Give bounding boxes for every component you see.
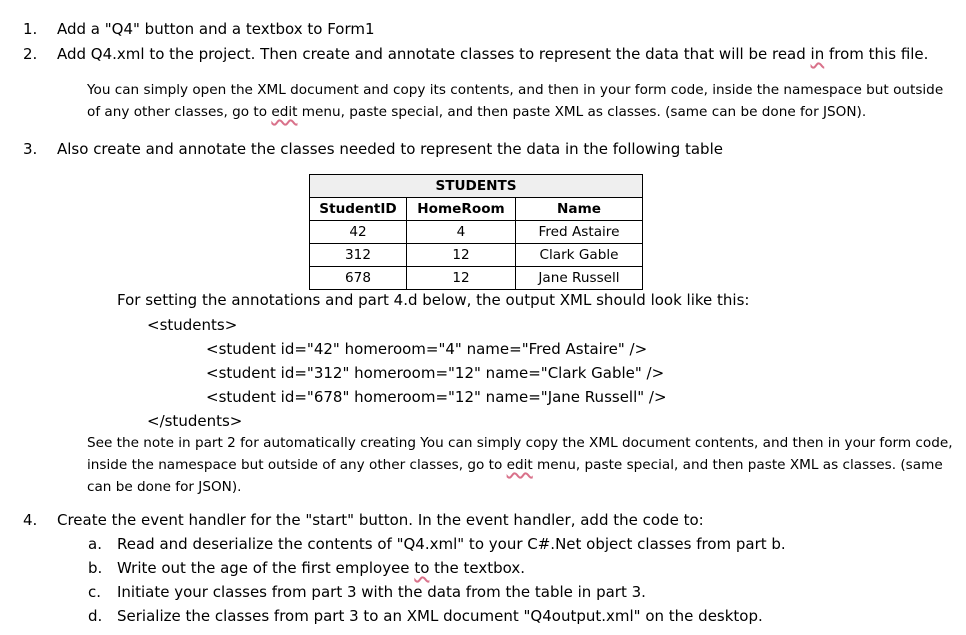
note2-text-post: menu, paste special, and then paste XML as classes. (same bbox=[532, 457, 943, 473]
item-text-pre: Add Q4.xml to the project. Then create and annotate classes to represent the data that will be read bbox=[57, 45, 811, 63]
table-cell: 12 bbox=[407, 267, 516, 290]
table-row bbox=[310, 267, 643, 290]
table-cell: Jane Russell bbox=[516, 267, 643, 290]
xml-close-tag: </students> bbox=[147, 412, 243, 430]
xml-line: <student id="678" homeroom="12" name="Jane Russell" /> bbox=[206, 388, 667, 406]
spellcheck-word: to bbox=[414, 559, 430, 577]
column-header: Name bbox=[516, 198, 643, 221]
table-cell: 678 bbox=[310, 267, 407, 290]
sub-item-letter: c. bbox=[88, 583, 102, 601]
list-item-1 bbox=[23, 20, 375, 38]
list-item-3 bbox=[23, 140, 723, 158]
sub-item-text: Read and deserialize the contents of "Q4.xml" to your C#.Net object classes from part b. bbox=[117, 535, 786, 553]
list-item-4 bbox=[23, 511, 704, 529]
item-text: Also create and annotate the classes needed to represent the data in the following table bbox=[57, 140, 723, 158]
sub-item-text: Serialize the classes from part 3 to an XML document "Q4output.xml" on the desktop. bbox=[117, 607, 763, 625]
table-cell: 4 bbox=[407, 221, 516, 244]
table-cell: Clark Gable bbox=[516, 244, 643, 267]
note2-text-pre: inside the namespace but outside of any other classes, go to bbox=[87, 457, 507, 473]
spellcheck-word: edit bbox=[271, 104, 298, 120]
sub-item-a bbox=[88, 535, 786, 553]
spellcheck-word: edit bbox=[506, 457, 533, 473]
sub-item-c bbox=[88, 583, 646, 601]
note1-line1: You can simply open the XML document and copy its contents, and then in your form code, inside the namespace but outside bbox=[87, 82, 944, 98]
table-title: STUDENTS bbox=[310, 175, 643, 198]
sub-item-b bbox=[88, 559, 525, 577]
item-number: 2. bbox=[23, 45, 38, 63]
list-item-2 bbox=[23, 45, 928, 63]
sub-item-text-post: the textbox. bbox=[429, 559, 526, 577]
note1-text-pre: of any other classes, go to bbox=[87, 104, 272, 120]
sub-item-letter: a. bbox=[88, 535, 102, 553]
table-cell: 42 bbox=[310, 221, 407, 244]
item-number: 3. bbox=[23, 140, 38, 158]
xml-open-tag: <students> bbox=[147, 316, 238, 334]
students-table bbox=[309, 174, 643, 290]
table-cell: 312 bbox=[310, 244, 407, 267]
sub-item-letter: b. bbox=[88, 559, 103, 577]
sub-item-text-pre: Write out the age of the first employee bbox=[117, 559, 415, 577]
table-cell: 12 bbox=[407, 244, 516, 267]
table-row bbox=[310, 221, 643, 244]
table-row bbox=[310, 244, 643, 267]
column-header: HomeRoom bbox=[407, 198, 516, 221]
item-text: Add a "Q4" button and a textbox to Form1 bbox=[57, 20, 375, 38]
column-header: StudentID bbox=[310, 198, 407, 221]
item-text-post: from this file. bbox=[824, 45, 929, 63]
xml-line: <student id="312" homeroom="12" name="Clark Gable" /> bbox=[206, 364, 665, 382]
table-cell: Fred Astaire bbox=[516, 221, 643, 244]
note2-line3: can be done for JSON). bbox=[87, 479, 242, 495]
note1-line2 bbox=[87, 104, 866, 120]
item-number: 1. bbox=[23, 20, 38, 38]
note2-line1: See the note in part 2 for automatically creating You can simply copy the XML document contents, and then in your form code, bbox=[87, 435, 953, 451]
item-text: Create the event handler for the "start" button. In the event handler, add the code to: bbox=[57, 511, 704, 529]
sub-item-text: Initiate your classes from part 3 with the data from the table in part 3. bbox=[117, 583, 646, 601]
annotation-intro: For setting the annotations and part 4.d below, the output XML should look like this: bbox=[117, 291, 750, 309]
xml-line: <student id="42" homeroom="4" name="Fred Astaire" /> bbox=[206, 340, 648, 358]
note1-text-post: menu, paste special, and then paste XML as classes. (same can be done for JSON). bbox=[297, 104, 867, 120]
spellcheck-word: in bbox=[810, 45, 825, 63]
item-number: 4. bbox=[23, 511, 38, 529]
sub-item-d bbox=[88, 607, 763, 625]
note2-line2 bbox=[87, 457, 943, 473]
sub-item-letter: d. bbox=[88, 607, 103, 625]
